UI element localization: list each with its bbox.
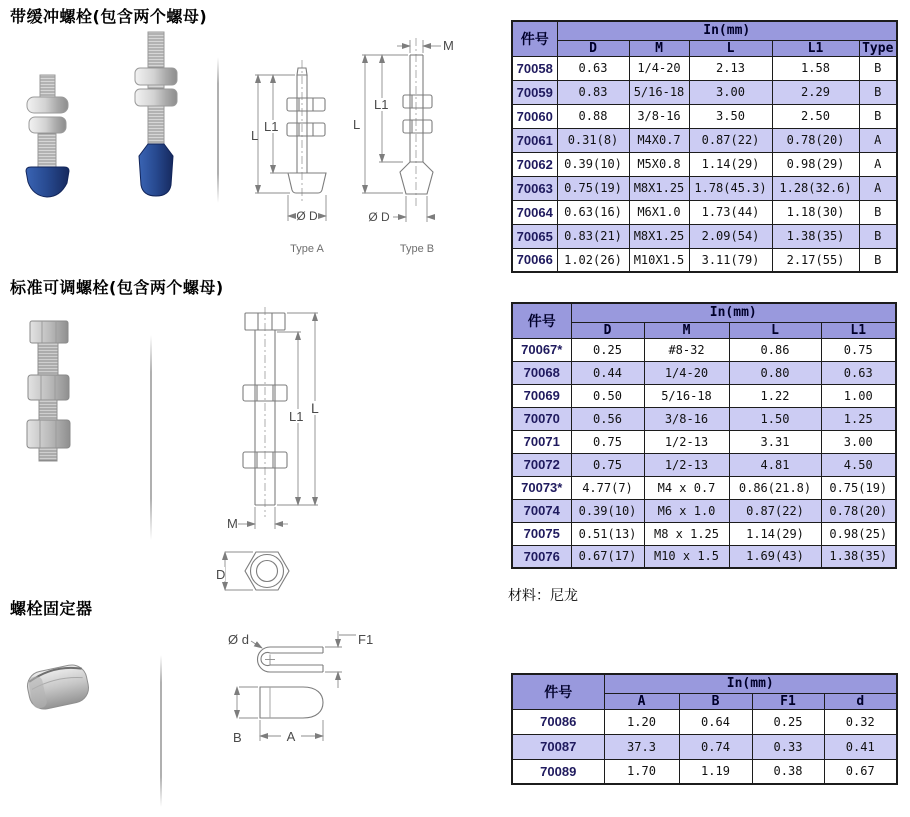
value-cell: 0.88 xyxy=(557,104,629,128)
table-row xyxy=(512,152,897,176)
value-cell: 0.87(22) xyxy=(729,499,821,522)
table-row xyxy=(512,200,897,224)
value-cell: 0.50 xyxy=(571,384,644,407)
value-cell: 4.50 xyxy=(821,453,896,476)
dim-label-l1: L1 xyxy=(374,97,389,112)
value-cell: 3.31 xyxy=(729,430,821,453)
value-cell: 0.64 xyxy=(679,709,752,734)
value-cell: 0.78(20) xyxy=(821,499,896,522)
table-row xyxy=(512,759,897,784)
column-header: L xyxy=(729,322,821,338)
value-cell: 1.69(43) xyxy=(729,545,821,568)
type-a-label: Type A xyxy=(290,243,324,255)
value-cell: 1/2-13 xyxy=(644,430,729,453)
dim-label-m: M xyxy=(443,38,454,53)
value-cell: 1/4-20 xyxy=(629,56,689,80)
table-row xyxy=(512,453,896,476)
value-cell: 0.75 xyxy=(571,430,644,453)
value-cell: 2.13 xyxy=(689,56,772,80)
dim-label-m: M xyxy=(227,516,238,531)
value-cell: 0.87(22) xyxy=(689,128,772,152)
type-ab-technical-drawing xyxy=(245,30,500,260)
value-cell: M6 x 1.0 xyxy=(644,499,729,522)
table-row xyxy=(512,224,897,248)
value-cell: 1.38(35) xyxy=(772,224,859,248)
table-row xyxy=(512,248,897,272)
part-number-cell: 70059 xyxy=(512,80,557,104)
value-cell: M4X0.7 xyxy=(629,128,689,152)
table-row xyxy=(512,384,896,407)
table-row xyxy=(512,522,896,545)
part-number-cell: 70058 xyxy=(512,56,557,80)
unit-header: In(mm) xyxy=(571,303,896,322)
value-cell: 0.39(10) xyxy=(557,152,629,176)
table-row xyxy=(512,338,896,361)
dim-label-f1: F1 xyxy=(358,632,374,647)
value-cell: 1.70 xyxy=(604,759,679,784)
part-number-cell: 70061 xyxy=(512,128,557,152)
standard-adjustable-bolt-photo xyxy=(22,315,74,465)
value-cell: 0.83 xyxy=(557,80,629,104)
dim-label-b: B xyxy=(233,730,242,745)
table-row xyxy=(512,734,897,759)
part-number-column-header: 件号 xyxy=(512,21,557,56)
value-cell: B xyxy=(859,104,897,128)
value-cell: 1.02(26) xyxy=(557,248,629,272)
value-cell: 1.28(32.6) xyxy=(772,176,859,200)
value-cell: 0.31(8) xyxy=(557,128,629,152)
column-header: B xyxy=(679,693,752,709)
value-cell: 0.25 xyxy=(571,338,644,361)
table-row xyxy=(512,361,896,384)
column-header: F1 xyxy=(752,693,824,709)
column-header: L1 xyxy=(821,322,896,338)
bolt-retainer-table xyxy=(511,673,898,785)
part-number-cell: 70070 xyxy=(512,407,571,430)
value-cell: 2.09(54) xyxy=(689,224,772,248)
value-cell: 1.38(35) xyxy=(821,545,896,568)
value-cell: 3.00 xyxy=(821,430,896,453)
value-cell: 0.75 xyxy=(571,453,644,476)
table-row xyxy=(512,128,897,152)
value-cell: 1.20 xyxy=(604,709,679,734)
part-number-cell: 70074 xyxy=(512,499,571,522)
part-number-cell: 70089 xyxy=(512,759,604,784)
part-number-cell: 70087 xyxy=(512,734,604,759)
part-number-cell: 70086 xyxy=(512,709,604,734)
adjustable-bolt-technical-drawing xyxy=(215,305,340,600)
section-title-buffered-bolt: 带缓冲螺栓(包含两个螺母) xyxy=(10,7,208,26)
section-title-bolt-retainer: 螺栓固定器 xyxy=(10,599,93,618)
part-number-cell: 70075 xyxy=(512,522,571,545)
value-cell: 0.75(19) xyxy=(821,476,896,499)
value-cell: 1.14(29) xyxy=(729,522,821,545)
dim-label-l: L xyxy=(311,400,319,416)
value-cell: B xyxy=(859,248,897,272)
value-cell: 1.73(44) xyxy=(689,200,772,224)
value-cell: 1/4-20 xyxy=(644,361,729,384)
value-cell: 5/16-18 xyxy=(629,80,689,104)
value-cell: 0.32 xyxy=(824,709,897,734)
value-cell: 0.98(25) xyxy=(821,522,896,545)
column-header: M xyxy=(629,40,689,56)
part-number-cell: 70076 xyxy=(512,545,571,568)
value-cell: 3.50 xyxy=(689,104,772,128)
value-cell: M10X1.5 xyxy=(629,248,689,272)
value-cell: M8 x 1.25 xyxy=(644,522,729,545)
value-cell: 0.67(17) xyxy=(571,545,644,568)
value-cell: M4 x 0.7 xyxy=(644,476,729,499)
dim-label-dia-d: Ø d xyxy=(228,632,249,647)
column-header: A xyxy=(604,693,679,709)
value-cell: 0.38 xyxy=(752,759,824,784)
type-b-label: Type B xyxy=(399,243,435,255)
table-row xyxy=(512,80,897,104)
part-number-cell: 70071 xyxy=(512,430,571,453)
part-number-cell: 70063 xyxy=(512,176,557,200)
value-cell: 0.78(20) xyxy=(772,128,859,152)
value-cell: 0.25 xyxy=(752,709,824,734)
standard-adjustable-bolt-table-container xyxy=(511,302,897,569)
column-header: L xyxy=(689,40,772,56)
value-cell: 1.19 xyxy=(679,759,752,784)
part-number-cell: 70060 xyxy=(512,104,557,128)
value-cell: 1.00 xyxy=(821,384,896,407)
value-cell: 1.58 xyxy=(772,56,859,80)
value-cell: 3.11(79) xyxy=(689,248,772,272)
value-cell: 0.80 xyxy=(729,361,821,384)
value-cell: 4.77(7) xyxy=(571,476,644,499)
column-header: Type xyxy=(859,40,897,56)
value-cell: 1.14(29) xyxy=(689,152,772,176)
part-number-cell: 70073* xyxy=(512,476,571,499)
value-cell: A xyxy=(859,176,897,200)
column-header: L1 xyxy=(772,40,859,56)
part-number-cell: 70072 xyxy=(512,453,571,476)
value-cell: 0.63 xyxy=(821,361,896,384)
dim-label-dia-d: Ø D xyxy=(368,210,390,224)
value-cell: 0.33 xyxy=(752,734,824,759)
scan-artifact-line xyxy=(160,655,162,807)
dim-label-dia-d: Ø D xyxy=(296,209,318,223)
value-cell: M5X0.8 xyxy=(629,152,689,176)
value-cell: 4.81 xyxy=(729,453,821,476)
column-header: M xyxy=(644,322,729,338)
part-number-cell: 70069 xyxy=(512,384,571,407)
section-title-standard-adjustable-bolt: 标准可调螺栓(包含两个螺母) xyxy=(10,278,224,297)
value-cell: 2.17(55) xyxy=(772,248,859,272)
value-cell: 0.41 xyxy=(824,734,897,759)
column-header: D xyxy=(557,40,629,56)
value-cell: M6X1.0 xyxy=(629,200,689,224)
table-row xyxy=(512,407,896,430)
part-number-cell: 70062 xyxy=(512,152,557,176)
dim-label-l: L xyxy=(251,128,259,143)
column-header: d xyxy=(824,693,897,709)
value-cell: 37.3 xyxy=(604,734,679,759)
material-note: 材料：尼龙 xyxy=(508,588,578,604)
value-cell: 3.00 xyxy=(689,80,772,104)
bolt-retainer-table-container xyxy=(511,673,898,785)
value-cell: B xyxy=(859,200,897,224)
part-number-column-header: 件号 xyxy=(512,674,604,709)
part-number-cell: 70066 xyxy=(512,248,557,272)
scan-artifact-line xyxy=(150,335,152,540)
dim-label-l1: L1 xyxy=(289,409,304,424)
table-row xyxy=(512,430,896,453)
value-cell: 0.83(21) xyxy=(557,224,629,248)
part-number-column-header: 件号 xyxy=(512,303,571,338)
value-cell: 1/2-13 xyxy=(644,453,729,476)
value-cell: 3/8-16 xyxy=(629,104,689,128)
buffered-bolt-type-b-photo xyxy=(128,30,184,200)
value-cell: 0.74 xyxy=(679,734,752,759)
value-cell: A xyxy=(859,128,897,152)
value-cell: 0.86(21.8) xyxy=(729,476,821,499)
part-number-cell: 70067* xyxy=(512,338,571,361)
part-number-cell: 70065 xyxy=(512,224,557,248)
value-cell: 0.56 xyxy=(571,407,644,430)
scan-artifact-line xyxy=(217,57,219,203)
value-cell: B xyxy=(859,80,897,104)
table-row xyxy=(512,499,896,522)
value-cell: 0.39(10) xyxy=(571,499,644,522)
table-row xyxy=(512,176,897,200)
value-cell: 1.22 xyxy=(729,384,821,407)
value-cell: 0.98(29) xyxy=(772,152,859,176)
value-cell: 0.51(13) xyxy=(571,522,644,545)
value-cell: B xyxy=(859,224,897,248)
value-cell: 1.25 xyxy=(821,407,896,430)
buffered-bolt-table-container xyxy=(511,20,898,273)
value-cell: 0.63 xyxy=(557,56,629,80)
value-cell: M8X1.25 xyxy=(629,224,689,248)
unit-header: In(mm) xyxy=(557,21,897,40)
dim-label-l1: L1 xyxy=(264,119,279,134)
value-cell: 0.86 xyxy=(729,338,821,361)
table-row xyxy=(512,56,897,80)
table-row xyxy=(512,476,896,499)
value-cell: 5/16-18 xyxy=(644,384,729,407)
unit-header: In(mm) xyxy=(604,674,897,693)
value-cell: 0.75 xyxy=(821,338,896,361)
bolt-retainer-photo xyxy=(18,652,98,722)
value-cell: 3/8-16 xyxy=(644,407,729,430)
dim-label-d: D xyxy=(216,567,226,582)
part-number-cell: 70064 xyxy=(512,200,557,224)
value-cell: #8-32 xyxy=(644,338,729,361)
value-cell: 0.67 xyxy=(824,759,897,784)
value-cell: 2.50 xyxy=(772,104,859,128)
bolt-retainer-technical-drawing xyxy=(225,615,390,760)
table-row xyxy=(512,545,896,568)
value-cell: 1.78(45.3) xyxy=(689,176,772,200)
value-cell: B xyxy=(859,56,897,80)
value-cell: 0.75(19) xyxy=(557,176,629,200)
value-cell: A xyxy=(859,152,897,176)
part-number-cell: 70068 xyxy=(512,361,571,384)
value-cell: M10 x 1.5 xyxy=(644,545,729,568)
buffered-bolt-table xyxy=(511,20,898,273)
dim-label-a: A xyxy=(286,729,296,744)
value-cell: 0.44 xyxy=(571,361,644,384)
dim-label-l: L xyxy=(353,117,361,132)
value-cell: 1.50 xyxy=(729,407,821,430)
value-cell: 1.18(30) xyxy=(772,200,859,224)
standard-adjustable-bolt-table xyxy=(511,302,897,569)
value-cell: 2.29 xyxy=(772,80,859,104)
table-row xyxy=(512,104,897,128)
value-cell: 0.63(16) xyxy=(557,200,629,224)
buffered-bolt-type-a-photo xyxy=(20,70,75,200)
table-row xyxy=(512,709,897,734)
value-cell: M8X1.25 xyxy=(629,176,689,200)
column-header: D xyxy=(571,322,644,338)
